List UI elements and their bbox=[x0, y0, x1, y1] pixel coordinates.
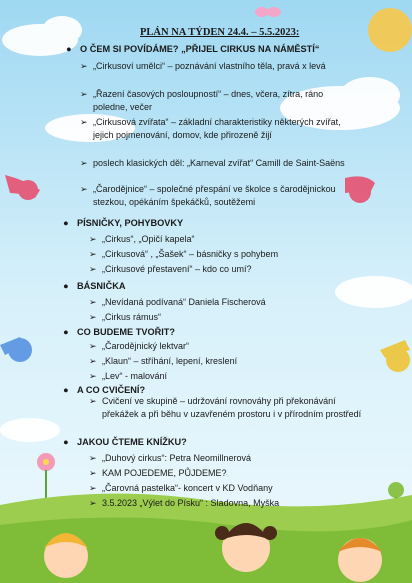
arrow-icon: ➢ bbox=[89, 498, 97, 508]
section-heading: ● CO BUDEME TVOŘIT? bbox=[63, 327, 175, 337]
list-item: ➢ Cvičení ve skupině – udržování rovnováhy při překonávání překážek a při běhu v uzavřeném prostoru i v přírodním prostředí bbox=[89, 396, 362, 419]
arrow-icon: ➢ bbox=[89, 453, 97, 463]
arrow-icon: ➢ bbox=[89, 468, 97, 478]
arrow-icon: ➢ bbox=[89, 371, 97, 381]
arrow-icon: ➢ bbox=[89, 483, 97, 493]
list-item: ➢ poslech klasických děl: „Karneval zvířat“ Camill de Saint-Saëns bbox=[80, 158, 345, 168]
arrow-icon: ➢ bbox=[89, 341, 97, 351]
list-item: ➢ „Čarovná pastelka“- koncert v KD Vodňany bbox=[89, 483, 273, 493]
bullet-icon: ● bbox=[63, 385, 69, 395]
arrow-icon: ➢ bbox=[89, 356, 97, 366]
list-item: ➢ „Cirkus rámus“ bbox=[89, 312, 162, 322]
list-item: ➢ „Cirkus“, „Opičí kapela“ bbox=[89, 234, 195, 244]
list-item: ➢ „Lev“ - malování bbox=[89, 371, 168, 381]
list-item: ➢ „Řazení časových posloupností“ – dnes, včera, zítra, ráno poledne, večer bbox=[80, 89, 324, 112]
page-title: PLÁN NA TÝDEN 24.4. – 5.5.2023: bbox=[140, 27, 300, 38]
sun-icon bbox=[368, 8, 412, 52]
bullet-icon: ● bbox=[66, 44, 72, 54]
list-item: ➢ „Duhový cirkus“: Petra Neomillnerová bbox=[89, 453, 252, 463]
arrow-icon: ➢ bbox=[80, 89, 88, 99]
bullet-icon: ● bbox=[63, 218, 69, 228]
bullet-icon: ● bbox=[63, 281, 69, 291]
list-item: ➢ „Nevídaná podívaná“ Daniela Fischerová bbox=[89, 297, 266, 307]
list-item: ➢ „Cirkusová zvířata“ – základní charakteristiky některých zvířat, jejich pojmenování, domov, kde přirozeně žijí bbox=[80, 117, 341, 140]
list-item: ➢ „Čarodějnice“ – společné přespání ve školce s čarodějnickou stezkou, opékáním špekáčků, soutěžemi bbox=[80, 184, 336, 207]
bullet-icon: ● bbox=[63, 437, 69, 447]
section-heading: ● JAKOU ČTEME KNÍŽKU? bbox=[63, 437, 187, 447]
arrow-icon: ➢ bbox=[80, 61, 88, 71]
list-item: ➢ KAM POJEDEME, PŮJDEME? bbox=[89, 468, 227, 478]
arrow-icon: ➢ bbox=[89, 234, 97, 244]
list-item: ➢ „Čarodějnický lektvar“ bbox=[89, 341, 190, 351]
arrow-icon: ➢ bbox=[80, 184, 88, 194]
list-item: ➢ „Cirkusová“ , „Šašek“ – básničky s pohybem bbox=[89, 249, 279, 259]
arrow-icon: ➢ bbox=[89, 297, 97, 307]
section-heading: ● PÍSNIČKY, POHYBOVKY bbox=[63, 218, 184, 228]
list-item: ➢ 3.5.2023 „Výlet do Písku“ : Sladovna, Myška bbox=[89, 498, 280, 508]
arrow-icon: ➢ bbox=[89, 396, 97, 406]
arrow-icon: ➢ bbox=[89, 249, 97, 259]
list-item: ➢ „Klaun“ – stříhání, lepení, kreslení bbox=[89, 356, 238, 366]
list-item: ➢ „Cirkusoví umělci“ – poznávání vlastního těla, pravá x levá bbox=[80, 61, 326, 71]
bullet-icon: ● bbox=[63, 327, 69, 337]
section-heading: ● BÁSNIČKA bbox=[63, 281, 126, 291]
section-heading: ● A CO CVIČENÍ? bbox=[63, 385, 146, 395]
arrow-icon: ➢ bbox=[89, 312, 97, 322]
arrow-icon: ➢ bbox=[80, 158, 88, 168]
arrow-icon: ➢ bbox=[89, 264, 97, 274]
arrow-icon: ➢ bbox=[80, 117, 88, 127]
list-item: ➢ „Cirkusové přestavení“ – kdo co umí? bbox=[89, 264, 252, 274]
section-heading: ● O ČEM SI POVÍDÁME? „PŘIJEL CIRKUS NA NÁMĚSTÍ“ bbox=[66, 44, 320, 54]
